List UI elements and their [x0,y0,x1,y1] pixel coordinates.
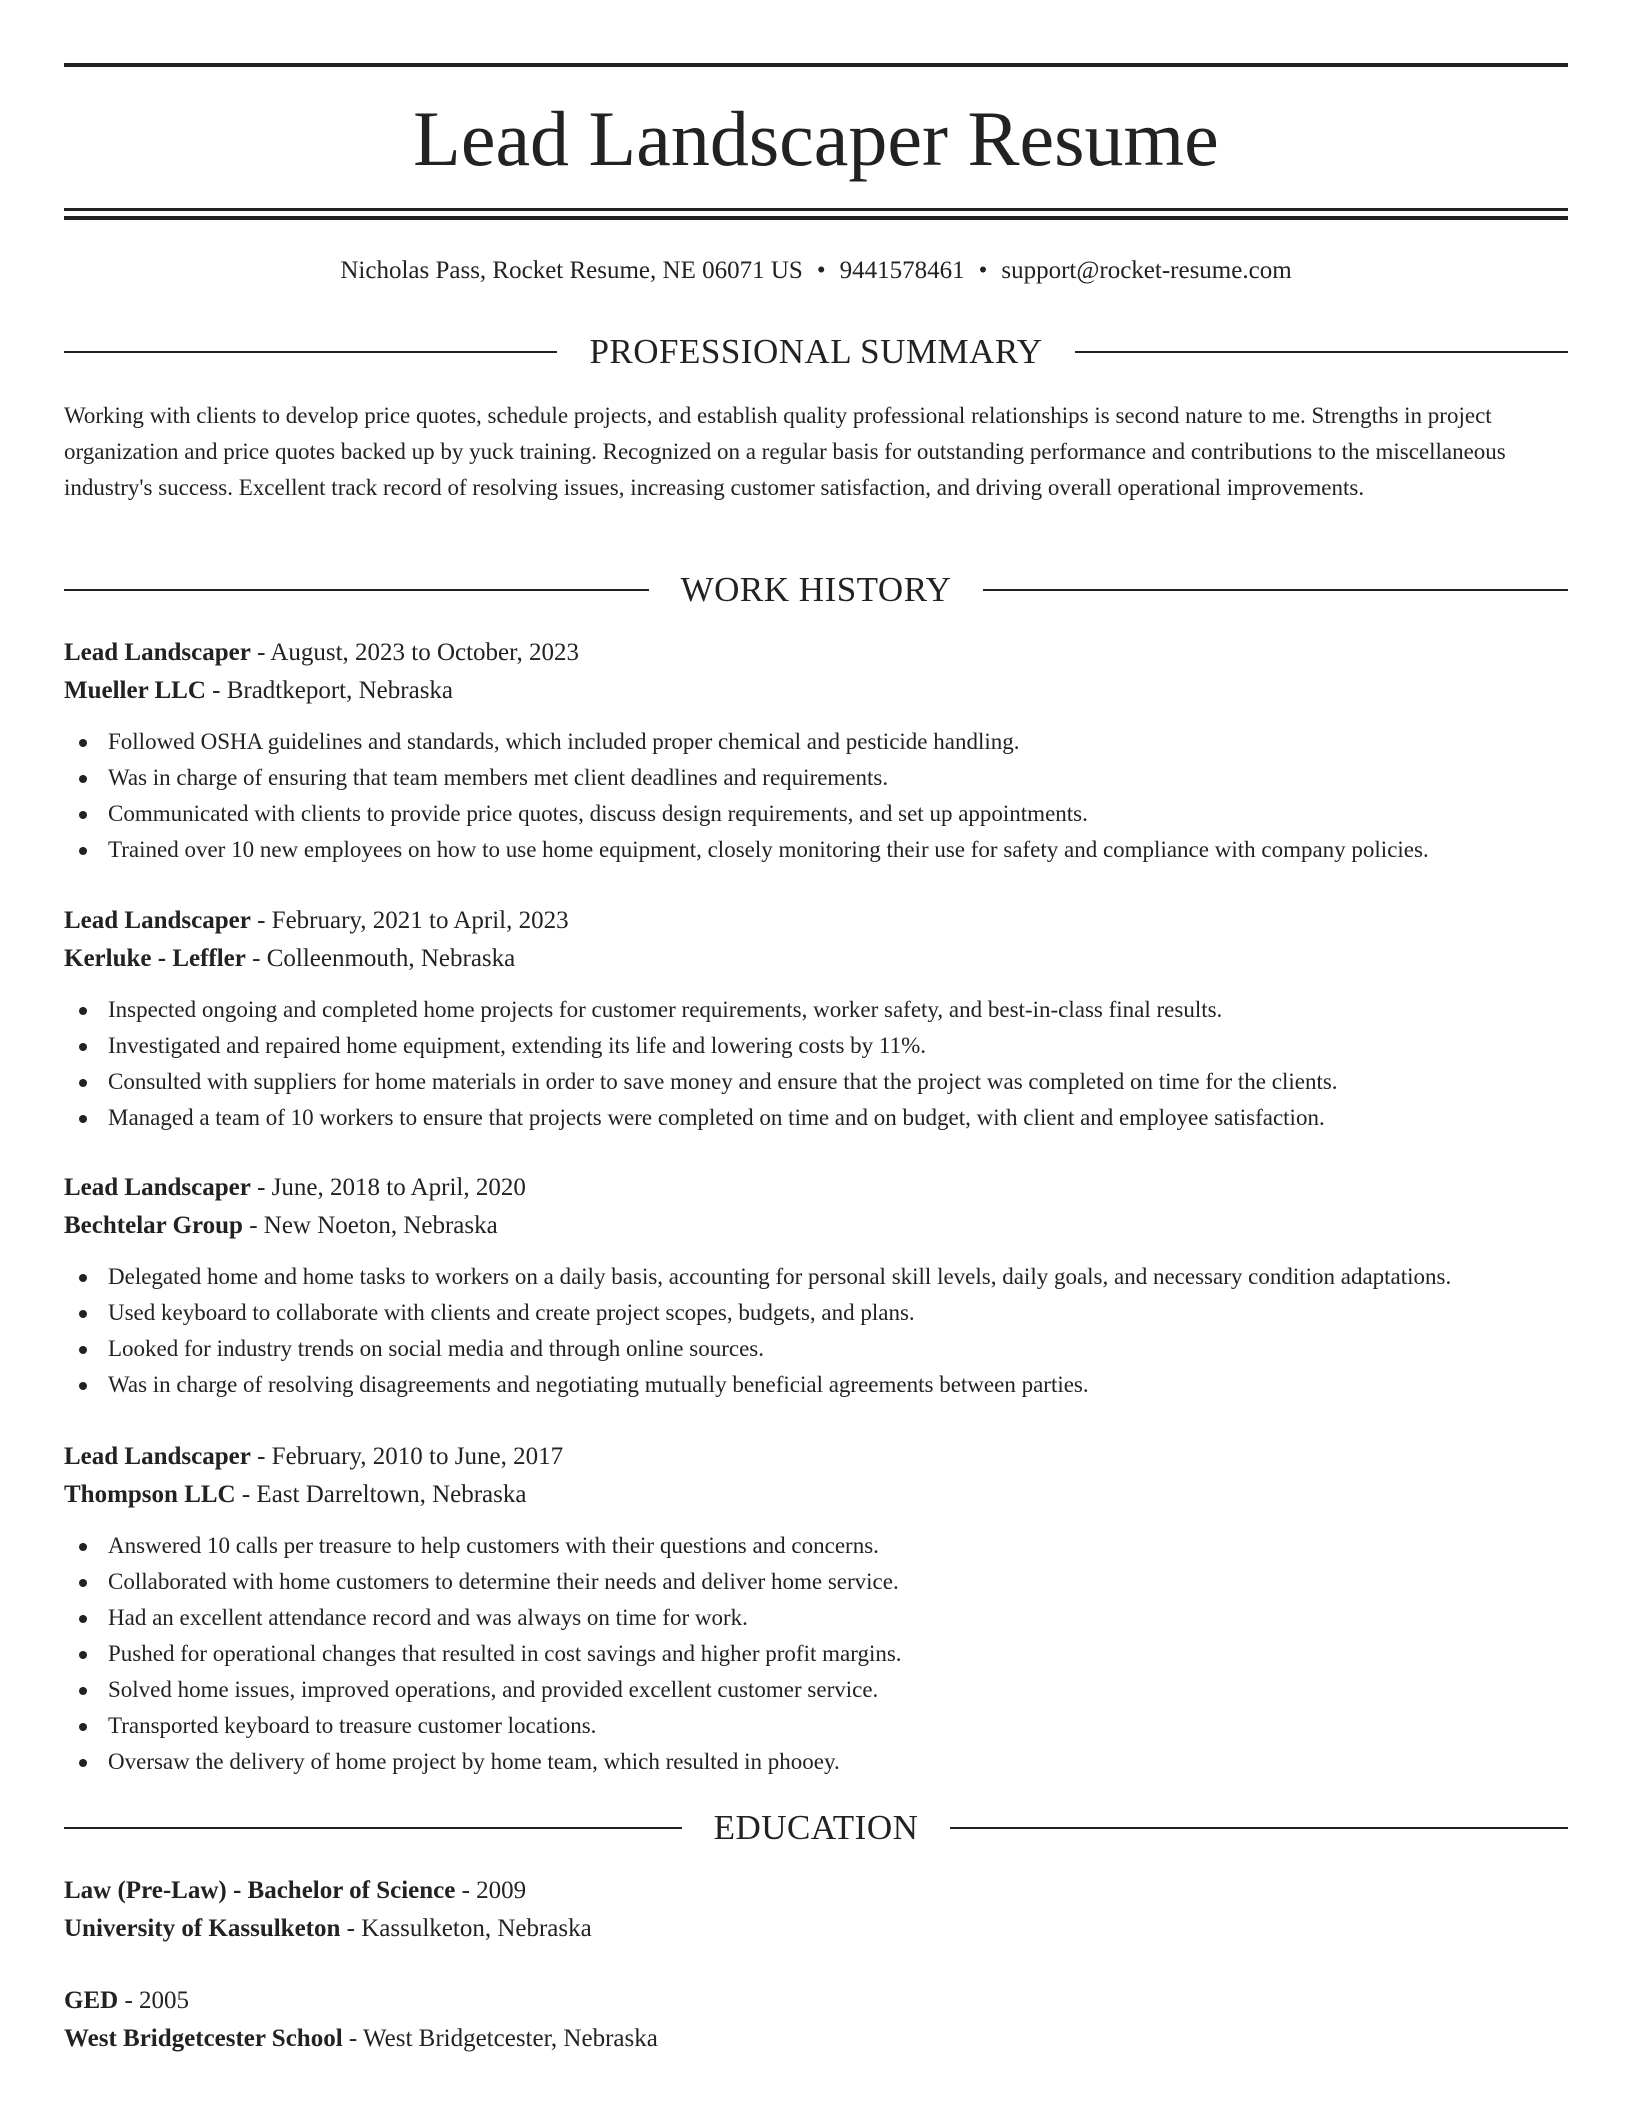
heading-rule [64,1827,682,1829]
job-location: - East Darreltown, Nebraska [235,1481,527,1508]
job-location: - Colleenmouth, Nebraska [245,945,516,972]
education-school: West Bridgetcester School [64,2025,343,2052]
list-item: Oversaw the delivery of home project by home team, which resulted in phooey. [64,1744,1568,1780]
list-item: Was in charge of resolving disagreements and negotiating mutually beneficial agreements between parties. [64,1367,1568,1403]
list-item: Collaborated with home customers to determine their needs and deliver home service. [64,1564,1568,1600]
list-item: Solved home issues, improved operations, and provided excellent customer service. [64,1672,1568,1708]
list-item: Trained over 10 new employees on how to use home equipment, closely monitoring their use for safety and compliance with company policies. [64,832,1568,868]
job-entry [64,634,1568,868]
list-item: Looked for industry trends on social media and through online sources. [64,1331,1568,1367]
job-bullets [64,724,1568,868]
list-item: Used keyboard to collaborate with clients and create project scopes, budgets, and plans. [64,1295,1568,1331]
list-item: Pushed for operational changes that resulted in cost savings and higher profit margins. [64,1636,1568,1672]
contact-separator: • [978,257,988,284]
contact-address: Nicholas Pass, Rocket Resume, NE 06071 US [340,257,803,284]
education-school: University of Kassulketon [64,1915,341,1942]
education-year: - 2009 [455,1877,527,1904]
contact-email: support@rocket-resume.com [1001,257,1292,284]
education-entry [64,1872,1568,1948]
list-item: Inspected ongoing and completed home projects for customer requirements, worker safety, and best-in-class final results. [64,992,1568,1028]
top-rule [64,63,1568,67]
section-title: PROFESSIONAL SUMMARY [589,332,1043,371]
job-location: - Bradtkeport, Nebraska [205,677,454,704]
list-item: Followed OSHA guidelines and standards, which included proper chemical and pesticide handling. [64,724,1568,760]
title-double-rule [64,208,1568,220]
list-item: Delegated home and home tasks to workers on a daily basis, accounting for personal skill levels, daily goals, and necessary condition adaptations. [64,1259,1568,1295]
list-item: Was in charge of ensuring that team members met client deadlines and requirements. [64,760,1568,796]
job-title: Lead Landscaper [64,907,251,934]
contact-phone: 9441578461 [839,257,965,284]
job-company: Thompson LLC [64,1481,236,1508]
job-title: Lead Landscaper [64,639,251,666]
heading-rule [1075,351,1568,353]
job-dates: - June, 2018 to April, 2020 [250,1174,526,1201]
job-entry [64,1438,1568,1780]
education-degree: GED [64,1987,119,2014]
heading-rule [983,589,1568,591]
job-company: Kerluke - Leffler [64,945,246,972]
job-company: Mueller LLC [64,677,206,704]
contact-line [64,254,1568,288]
contact-separator: • [816,257,826,284]
list-item: Communicated with clients to provide price quotes, discuss design requirements, and set up appointments. [64,796,1568,832]
resume-title: Lead Landscaper Resume [413,95,1219,182]
section-heading-education [64,1806,1568,1850]
section-heading-summary [64,330,1568,374]
job-company: Bechtelar Group [64,1212,243,1239]
section-title: EDUCATION [713,1808,919,1847]
education-degree: Law (Pre-Law) - Bachelor of Science [64,1877,456,1904]
job-entry [64,902,1568,1136]
job-bullets [64,1528,1568,1780]
section-heading-work [64,568,1568,612]
list-item: Consulted with suppliers for home materials in order to save money and ensure that the project was completed on time for the clients. [64,1064,1568,1100]
job-bullets [64,1259,1568,1403]
education-entry [64,1982,1568,2058]
job-entry [64,1169,1568,1403]
job-dates: - February, 2010 to June, 2017 [250,1443,564,1470]
job-title: Lead Landscaper [64,1174,251,1201]
list-item: Investigated and repaired home equipment, extending its life and lowering costs by 11%. [64,1028,1568,1064]
list-item: Answered 10 calls per treasure to help customers with their questions and concerns. [64,1528,1568,1564]
job-location: - New Noeton, Nebraska [242,1212,498,1239]
list-item: Had an excellent attendance record and was always on time for work. [64,1600,1568,1636]
job-bullets [64,992,1568,1136]
education-location: - West Bridgetcester, Nebraska [342,2025,658,2052]
heading-rule [64,589,649,591]
education-location: - Kassulketon, Nebraska [340,1915,592,1942]
job-title: Lead Landscaper [64,1443,251,1470]
education-year: - 2005 [118,1987,190,2014]
job-dates: - February, 2021 to April, 2023 [250,907,569,934]
job-dates: - August, 2023 to October, 2023 [250,639,579,666]
heading-rule [64,351,557,353]
list-item: Managed a team of 10 workers to ensure that projects were completed on time and on budget, with client and employee satisfaction. [64,1100,1568,1136]
section-title: WORK HISTORY [680,570,952,609]
summary-text: Working with clients to develop price quotes, schedule projects, and establish quality professional relationships is second nature to me. Strengths in project organization and price quotes backed up by yuck training. Recognized on a regular basis for outstanding performance and contributions to the miscellaneous industry's success. Excellent track record of resolving issues, increasing customer satisfaction, and driving overall operational improvements. [64,403,1506,500]
heading-rule [950,1827,1568,1829]
list-item: Transported keyboard to treasure customer locations. [64,1708,1568,1744]
